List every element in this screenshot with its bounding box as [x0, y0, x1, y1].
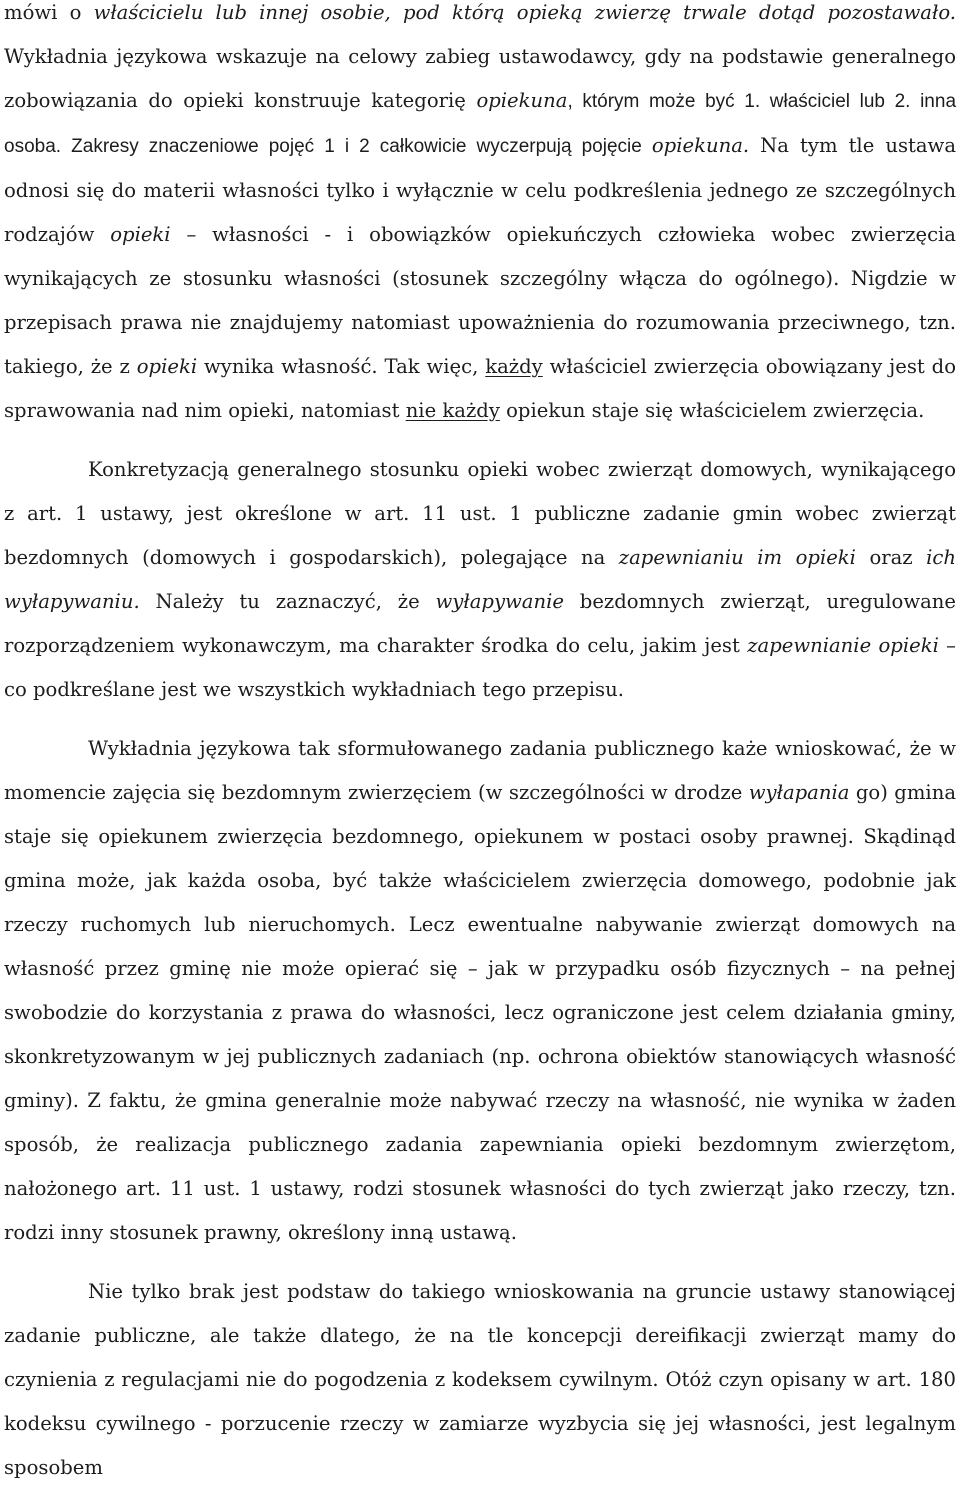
p1-text: Wykładnia językowa wskazuje na celowy zabieg ustawodawcy, gdy na podstawie generalnego zobowiązania do opieki konstruuje kategorię [4, 45, 956, 112]
p1-italic-opieki: opieki [110, 223, 171, 246]
p2-text: oraz [855, 546, 927, 569]
paragraph-3 [4, 727, 956, 1255]
p1-italic-opieki: opieki [136, 355, 198, 378]
p1-underlined-nie-kazdy: nie każdy [405, 399, 500, 422]
p3-italic: wyłapania [748, 781, 850, 804]
p4-text: Nie tylko brak jest podstaw do takiego wnioskowania na gruncie ustawy stanowiącej zadanie publiczne, ale także dlatego, że na tle koncepcji dereifikacji zwierząt mamy do czynienia z regulacjami nie do pogodzenia z kodeksem cywilnym. Otóż czyn opisany w art. 180 kodeksu cywilnego - porzucenie rzeczy w zamiarze wyzbycia się jej własności, jest legalnym sposobem [4, 1280, 956, 1479]
p2-italic: zapewnianie opieki [747, 634, 939, 657]
p1-text: mówi o [4, 1, 94, 24]
p1-italic-owner: właścicielu lub innej osobie, pod którą opieką zwierzę trwale dotąd pozostawało. [93, 1, 956, 24]
p1-text: Na tym tle ustawa odnosi się do materii własności tylko i wyłącznie w celu podkreślenia jednego ze szczególnych rodzajów [4, 134, 957, 246]
p1-text: wynika własność. Tak więc, [197, 355, 486, 378]
p2-italic: ich wyłapywaniu. [4, 546, 956, 613]
p1-italic-opiekuna: opiekuna [476, 89, 568, 112]
p2-text: Należy tu zaznaczyć, że [139, 590, 436, 613]
p3-text: go) gmina staje się opiekunem zwierzęcia bezdomnego, opiekunem w postaci osoby prawnej. Skądinąd gmina może, jak każda osoba, być także właścicielem zwierzęcia domowego, podobnie jak rzeczy ruchomych lub nieruchomych. Lecz ewentualne nabywanie zwierząt domowych na własność przez gminę nie może opierać się – jak w przypadku osób fizycznych – na pełnej swobodzie do korzystania z prawa do własności, lecz ograniczone jest celem działania gminy, skonkretyzowanym w jej publicznych zadaniach (np. ochrona obiektów stanowiących własność gminy). Z faktu, że gmina generalnie może nabywać rzeczy na własność, nie wynika w żaden sposób, że realizacja publicznego zadania zapewniania opieki bezdomnym zwierzętom, nałożonego art. 11 ust. 1 ustawy, rodzi stosunek własności do tych zwierząt jako rzeczy, tzn. rodzi inny stosunek prawny, określony inną ustawą. [4, 781, 956, 1244]
p1-text-sans: Zakresy znaczeniowe pojęć 1 i 2 całkowicie wyczerpują pojęcie [71, 136, 652, 157]
p2-italic: wyłapywanie [435, 590, 564, 613]
p1-italic-opiekuna: opiekuna. [651, 134, 750, 157]
paragraph-2 [4, 448, 956, 712]
p1-text: – własności - i obowiązków opiekuńczych człowieka wobec zwierzęcia wynikających ze stosunku własności (stosunek szczególny włącza do ogólnego). Nigdzie w przepisach prawa nie znajdujemy natomiast upoważnienia do rozumowania przeciwnego, tzn. takiego, że z [4, 223, 956, 378]
p2-text: – co podkreślane jest we wszystkich wykładniach tego przepisu. [4, 634, 956, 701]
p2-italic: zapewnianiu im opieki [618, 546, 856, 569]
paragraph-4 [4, 1270, 956, 1490]
paragraph-1 [4, 0, 956, 433]
p1-text-sans: , którym może być 1. właściciel lub 2. inna osoba. [4, 91, 957, 157]
p2-text: bezdomnych zwierząt, uregulowane rozporządzeniem wykonawczym, ma charakter środka do celu, jakim jest [4, 590, 957, 657]
p1-text: opiekun staje się właścicielem zwierzęcia. [499, 399, 925, 422]
p3-text: Wykładnia językowa tak sformułowanego zadania publicznego każe wnioskować, że w momencie zajęcia się bezdomnym zwierzęciem (w szczególności w drodze [4, 737, 956, 804]
p2-text: Konkretyzacją generalnego stosunku opieki wobec zwierząt domowych, wynikającego z art. 1 ustawy, jest określone w art. 11 ust. 1 publiczne zadanie gmin wobec zwierząt bezdomnych (domowych i gospodarskich), polegające na [4, 458, 956, 569]
p1-underlined-kazdy: każdy [485, 355, 543, 378]
p1-text: właściciel zwierzęcia obowiązany jest do sprawowania nad nim opieki, natomiast [4, 355, 956, 422]
document-page [4, 0, 956, 1490]
